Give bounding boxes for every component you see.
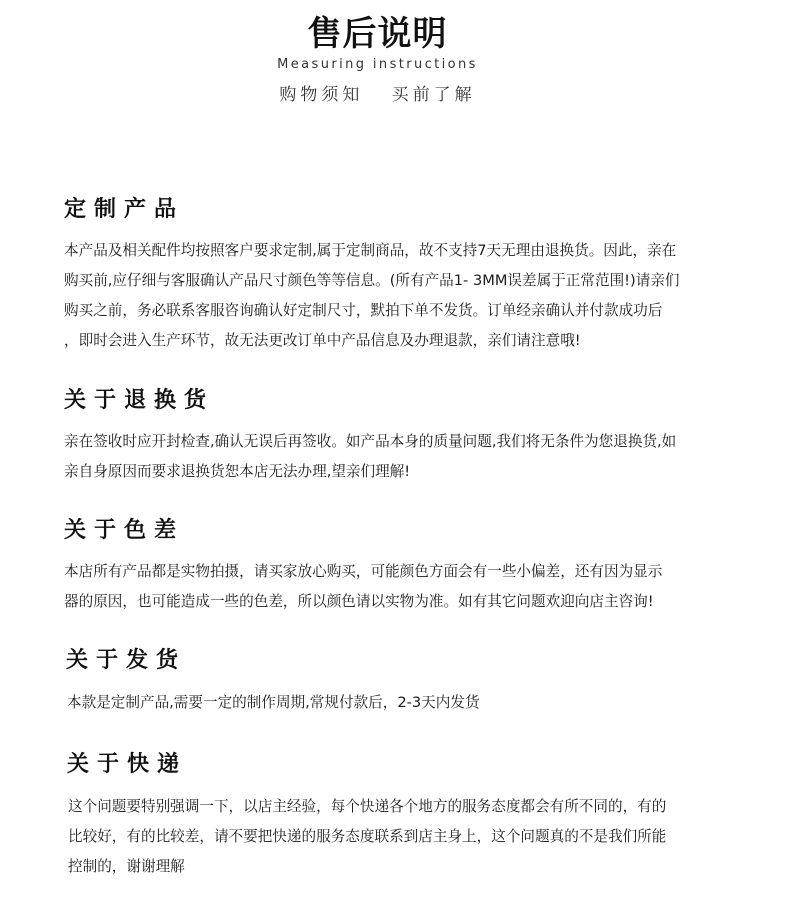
paragraph-line: 购买前,应仔细与客服确认产品尺寸颜色等等信息。(所有产品1- 3MM误差属于正常范围!)请亲们 [64, 272, 680, 289]
page-title: 售后说明 [307, 14, 448, 54]
paragraph-line: 亲在签收时应开封检查,确认无误后再签收。如产品本身的质量问题,我们将无条件为您退换货,如 [64, 433, 677, 450]
paragraph-line: ，即时会进入生产环节，故无法更改订单中产品信息及办理退款，亲们请注意哦! [64, 332, 581, 349]
section-title: 关于发货 [66, 648, 187, 673]
section-title: 定制产品 [64, 197, 185, 222]
section-body [67, 688, 742, 718]
paragraph-line: 器的原因，也可能造成一些的色差，所以颜色请以实物为准。如有其它问题欢迎向店主咨询! [64, 593, 654, 610]
section-title: 关于快递 [67, 752, 188, 777]
section-body [64, 557, 739, 617]
section-title: 关于色差 [64, 518, 185, 543]
paragraph-line: 本店所有产品都是实物拍摄，请买家放心购买，可能颜色方面会有一些小偏差，还有因为显示 [64, 563, 663, 580]
paragraph-line: 这个问题要特别强调一下，以店主经验，每个快递各个地方的服务态度都会有所不同的，有的 [68, 798, 667, 815]
paragraph-line: 本款是定制产品,需要一定的制作周期,常规付款后，2-3天内发货 [67, 694, 480, 711]
section-body [68, 792, 743, 882]
section-title: 关于退换货 [64, 388, 215, 413]
page-subtitle-english: Measuring instructions [277, 57, 478, 72]
paragraph-line: 购买之前，务必联系客服咨询确认好定制尺寸，默拍下单不发货。订单经亲确认并付款成功后 [64, 302, 663, 319]
page-subtitle-chinese: 购物须知 买前了解 [279, 85, 476, 105]
section-body [64, 427, 739, 487]
section-body [64, 236, 739, 356]
paragraph-line: 控制的，谢谢理解 [68, 858, 185, 875]
paragraph-line: 比较好，有的比较差，请不要把快递的服务态度联系到店主身上，这个问题真的不是我们所能 [68, 828, 667, 845]
paragraph-line: 亲自身原因而要求退换货恕本店无法办理,望亲们理解! [64, 463, 411, 480]
paragraph-line: 本产品及相关配件均按照客户要求定制,属于定制商品，故不支持7天无理由退换货。因此，亲在 [64, 242, 677, 259]
